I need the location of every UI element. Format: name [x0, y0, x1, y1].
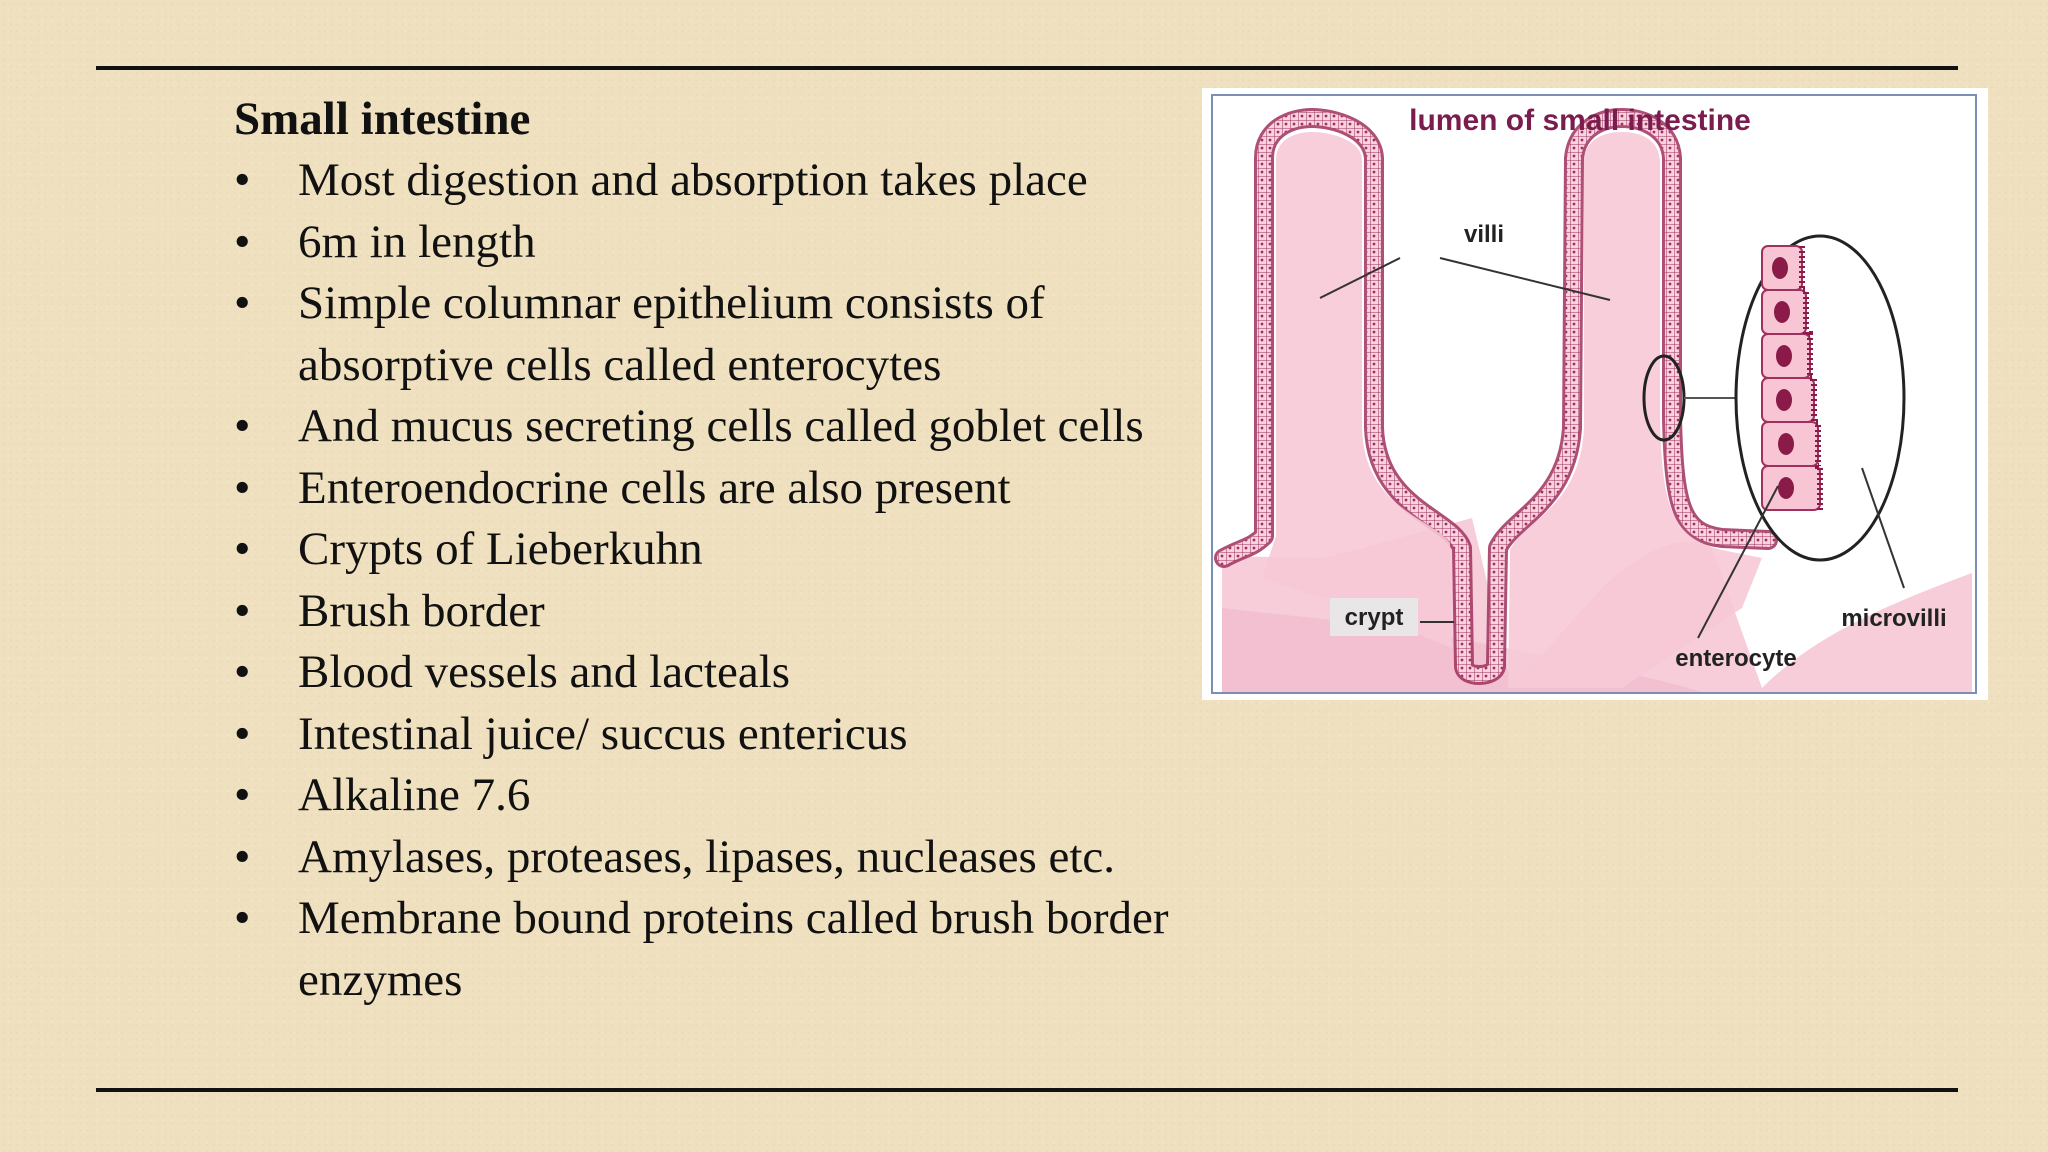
- small-intestine-diagram: [1202, 88, 1988, 700]
- bullet-text: 6m in length: [298, 215, 536, 268]
- bottom-divider-line: [96, 1088, 1958, 1092]
- slide-title: Small intestine: [234, 93, 531, 145]
- bullet-marker: •: [234, 400, 251, 452]
- label-enterocyte: enterocyte: [1675, 645, 1797, 672]
- label-crypt: crypt: [1344, 604, 1404, 631]
- bullet-item: [234, 396, 1194, 458]
- bullet-item: [234, 519, 1194, 581]
- bullet-item: [234, 888, 1194, 1011]
- bullet-text: Most digestion and absorption takes place: [298, 154, 1088, 206]
- bullet-marker: •: [234, 584, 251, 637]
- bullet-text: Enteroendocrine cells are also present: [298, 461, 1011, 514]
- bullet-text: Intestinal juice/ succus entericus: [298, 707, 908, 760]
- bullet-marker: •: [234, 646, 251, 698]
- label-villi: villi: [1463, 221, 1505, 248]
- bullet-item: [234, 581, 1194, 643]
- bullet-item: [234, 458, 1194, 520]
- bullet-text: And mucus secreting cells called goblet cells: [298, 400, 1144, 452]
- top-divider-line: [96, 66, 1958, 70]
- bullet-text: Brush border: [298, 584, 545, 637]
- bullet-marker: •: [234, 154, 251, 206]
- bullet-item: [234, 150, 1194, 212]
- villus-core-right: [1508, 132, 1762, 688]
- bullet-marker: •: [234, 707, 251, 760]
- bullet-item: [234, 212, 1194, 274]
- bullet-item: [234, 765, 1194, 827]
- bullet-text: Membrane bound proteins called brush border enzymes: [298, 892, 1169, 1006]
- bullet-marker: •: [234, 830, 251, 883]
- bullet-marker: •: [234, 523, 251, 575]
- enterocyte-zoom: [1736, 236, 1904, 560]
- label-microvilli: microvilli: [1841, 605, 1947, 632]
- bullet-item: [234, 704, 1194, 766]
- bullet-text: Simple columnar epithelium consists of absorptive cells called enterocytes: [298, 277, 1045, 391]
- bullet-item: [234, 273, 1194, 396]
- bullet-text: Blood vessels and lacteals: [298, 646, 791, 698]
- bullet-text: Crypts of Lieberkuhn: [298, 523, 703, 575]
- diagram-svg: [1202, 88, 1988, 700]
- bullet-marker: •: [234, 769, 251, 821]
- bullet-text: Amylases, proteases, lipases, nucleases etc.: [298, 830, 1116, 883]
- figure-title: lumen of small intestine: [1409, 104, 1751, 137]
- bullet-item: [234, 827, 1194, 889]
- bullet-text: Alkaline 7.6: [298, 769, 531, 821]
- villus-core-left: [1262, 132, 1452, 648]
- bullet-marker: •: [234, 277, 251, 329]
- bullet-marker: •: [234, 215, 251, 268]
- bullet-list: [234, 150, 1194, 1011]
- slide-text-block: [234, 88, 1194, 1011]
- bullet-marker: •: [234, 892, 251, 944]
- bullet-marker: •: [234, 461, 251, 514]
- bullet-item: [234, 642, 1194, 704]
